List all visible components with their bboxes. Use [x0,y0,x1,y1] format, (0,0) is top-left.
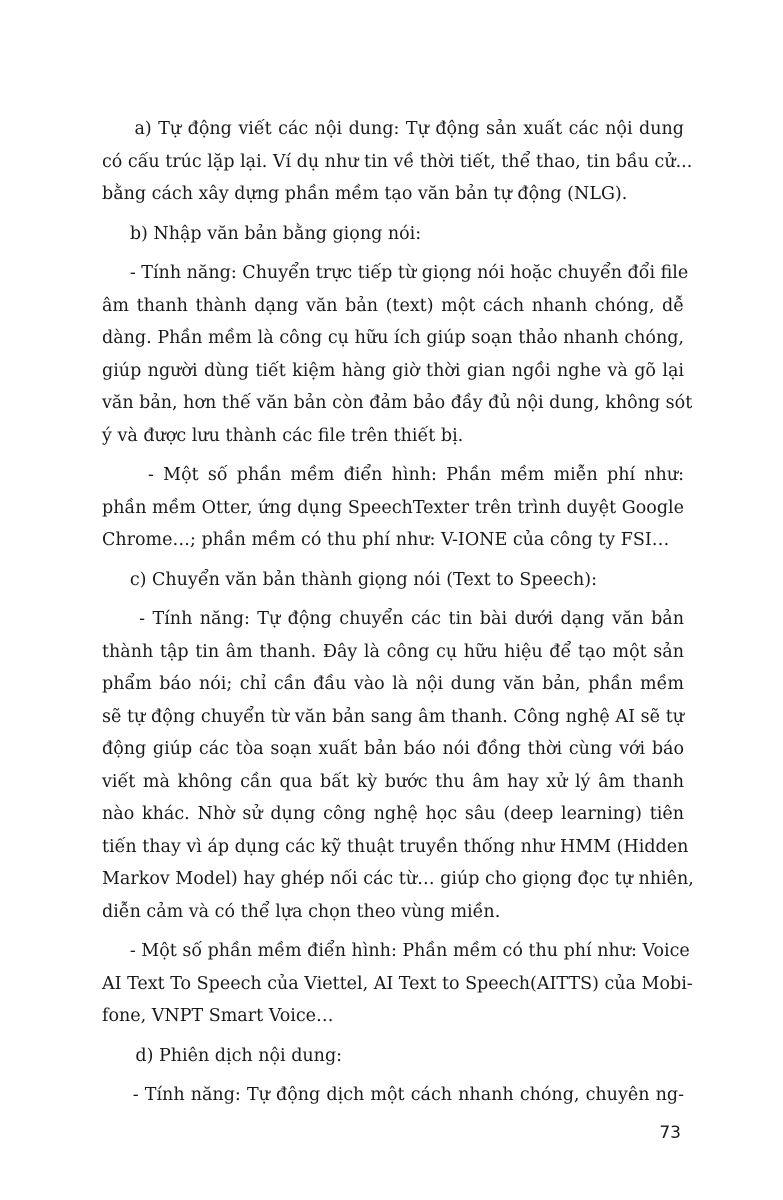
text-line: viết mà không cần qua bất kỳ bước thu âm hay xử lý âm thanh [102,771,684,792]
text-line: dàng. Phần mềm là công cụ hữu ích giúp soạn thảo nhanh chóng, [102,328,684,348]
paragraph [102,564,684,597]
paragraph [102,218,684,251]
text-line: Markov Model) hay ghép nối các từ… giúp cho giọng đọc tự nhiên, [102,869,694,889]
text-line: bằng cách xây dựng phần mềm tạo văn bản tự động (NLG). [102,184,628,204]
paragraph [102,1040,684,1073]
paragraph [102,603,694,928]
text-line: văn bản, hơn thế văn bản còn đảm bảo đầy đủ nội dung, không sót [102,393,693,413]
text-line: giúp người dùng tiết kiệm hàng giờ thời gian ngồi nghe và gõ lại [102,360,684,381]
text-line: diễn cảm và có thể lựa chọn theo vùng miền. [102,901,501,922]
text-line: động giúp các tòa soạn xuất bản báo nói đồng thời cùng với báo [102,739,684,759]
text-line: - Tính năng: Chuyển trực tiếp từ giọng nói hoặc chuyển đổi file [102,263,689,283]
text-line: b) Nhập văn bản bằng giọng nói: [102,223,422,244]
text-line: phần mềm Otter, ứng dụng SpeechTexter trên trình duyệt Google [102,497,684,518]
text-line: c) Chuyển văn bản thành giọng nói (Text to Speech): [102,569,598,590]
text-line: a) Tự động viết các nội dung: Tự động sản xuất các nội dung [102,119,684,139]
text-line: - Một số phần mềm điển hình: Phần mềm có thu phí như: Voice [102,941,690,961]
text-line: nào khác. Nhờ sử dụng công nghệ học sâu (deep learning) tiên [102,804,684,824]
page-body [102,113,694,1112]
text-line: tiến thay vì áp dụng các kỹ thuật truyền thống như HMM (Hidden [102,836,689,857]
paragraph [102,257,693,452]
page-number: 73 [659,1123,681,1143]
paragraph [102,935,693,1033]
text-line: âm thanh thành dạng văn bản (text) một cách nhanh chóng, dễ [102,295,684,316]
text-line: sẽ tự động chuyển từ văn bản sang âm thanh. Công nghệ AI sẽ tự [102,706,684,727]
text-line: AI Text To Speech của Viettel, AI Text to Speech(AITTS) của Mobi- [102,973,693,994]
paragraph-spacing [102,596,684,603]
paragraph-spacing [102,250,684,257]
text-line: - Tính năng: Tự động dịch một cách nhanh chóng, chuyên ng- [102,1085,684,1105]
text-line: ý và được lưu thành các file trên thiết bị. [102,425,464,446]
paragraph [102,459,684,557]
text-line: phẩm báo nói; chỉ cần đầu vào là nội dung văn bản, phần mềm [102,674,684,694]
text-line: d) Phiên dịch nội dung: [102,1045,343,1066]
paragraph-spacing [102,452,684,459]
text-line: fone, VNPT Smart Voice… [102,1006,334,1026]
paragraph [102,113,693,211]
text-line: Chrome…; phần mềm có thu phí như: V-IONE của công ty FSI… [102,530,670,550]
paragraph-spacing [102,211,684,218]
paragraph-spacing [102,928,684,935]
text-line: - Tính năng: Tự động chuyển các tin bài dưới dạng văn bản [102,609,684,629]
paragraph-spacing [102,1072,684,1079]
text-line: có cấu trúc lặp lại. Ví dụ như tin về thời tiết, thể thao, tin bầu cử... [102,151,693,172]
paragraph-spacing [102,1033,684,1040]
text-line: thành tập tin âm thanh. Đây là công cụ hữu hiệu để tạo một sản [102,641,684,662]
paragraph-spacing [102,557,684,564]
text-line: - Một số phần mềm điển hình: Phần mềm miễn phí như: [102,465,684,485]
paragraph [102,1079,684,1112]
